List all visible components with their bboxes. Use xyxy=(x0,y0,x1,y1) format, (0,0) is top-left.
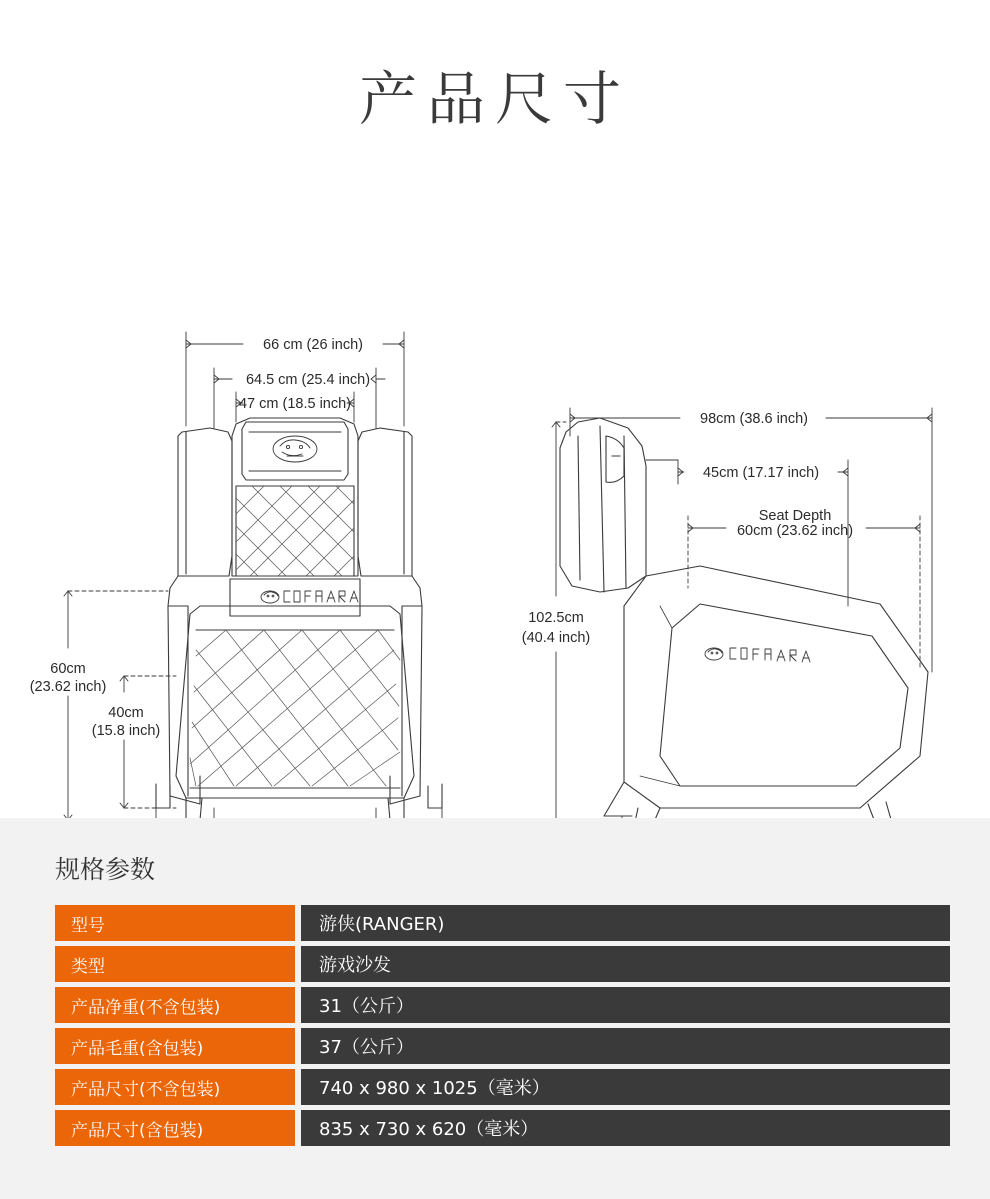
spec-heading: 规格参数 xyxy=(55,855,156,884)
side-dim-seat-depth-value: 60cm (23.62 inch) xyxy=(736,523,854,539)
spec-section xyxy=(0,818,990,1199)
page-title: 产品尺寸 xyxy=(358,65,631,133)
spec-table xyxy=(55,900,950,1151)
spec-label: 产品尺寸(不含包装) xyxy=(55,1069,295,1105)
front-dim-left-1a: 60cm xyxy=(50,661,86,677)
side-dim-top-1: 98cm (38.6 inch) xyxy=(700,411,808,427)
spec-value: 游戏沙发 xyxy=(301,946,950,982)
table-row xyxy=(55,1110,950,1146)
table-row xyxy=(55,987,950,1023)
spec-value: 740 x 980 x 1025（毫米） xyxy=(301,1069,950,1105)
spec-label: 类型 xyxy=(55,946,295,982)
side-dim-left-1b: (40.4 inch) xyxy=(521,630,591,646)
side-dim-top-2: 45cm (17.17 inch) xyxy=(702,465,820,481)
spec-value: 835 x 730 x 620（毫米） xyxy=(301,1110,950,1146)
table-row xyxy=(55,1069,950,1105)
side-dim-seat-depth-label: Seat Depth xyxy=(758,508,832,524)
front-dim-top-2: 64.5 cm (25.4 inch) xyxy=(245,372,371,388)
spec-label: 产品净重(不含包装) xyxy=(55,987,295,1023)
spec-label: 产品尺寸(含包装) xyxy=(55,1110,295,1146)
front-dim-left-2b: (15.8 inch) xyxy=(91,723,161,739)
table-row xyxy=(55,905,950,941)
dimension-diagram xyxy=(0,136,990,756)
side-dim-left-1a: 102.5cm xyxy=(528,610,584,626)
front-dim-left-2a: 40cm xyxy=(108,705,144,721)
spec-label: 型号 xyxy=(55,905,295,941)
front-dim-top-3: 47 cm (18.5 inch) xyxy=(238,396,352,412)
spec-value: 31（公斤） xyxy=(301,987,950,1023)
spec-value: 游侠(RANGER) xyxy=(301,905,950,941)
table-row xyxy=(55,1028,950,1064)
spec-label: 产品毛重(含包装) xyxy=(55,1028,295,1064)
table-row xyxy=(55,946,950,982)
front-dim-left-1b: (23.62 inch) xyxy=(29,679,107,695)
front-dim-top-1: 66 cm (26 inch) xyxy=(263,337,363,353)
spec-value: 37（公斤） xyxy=(301,1028,950,1064)
